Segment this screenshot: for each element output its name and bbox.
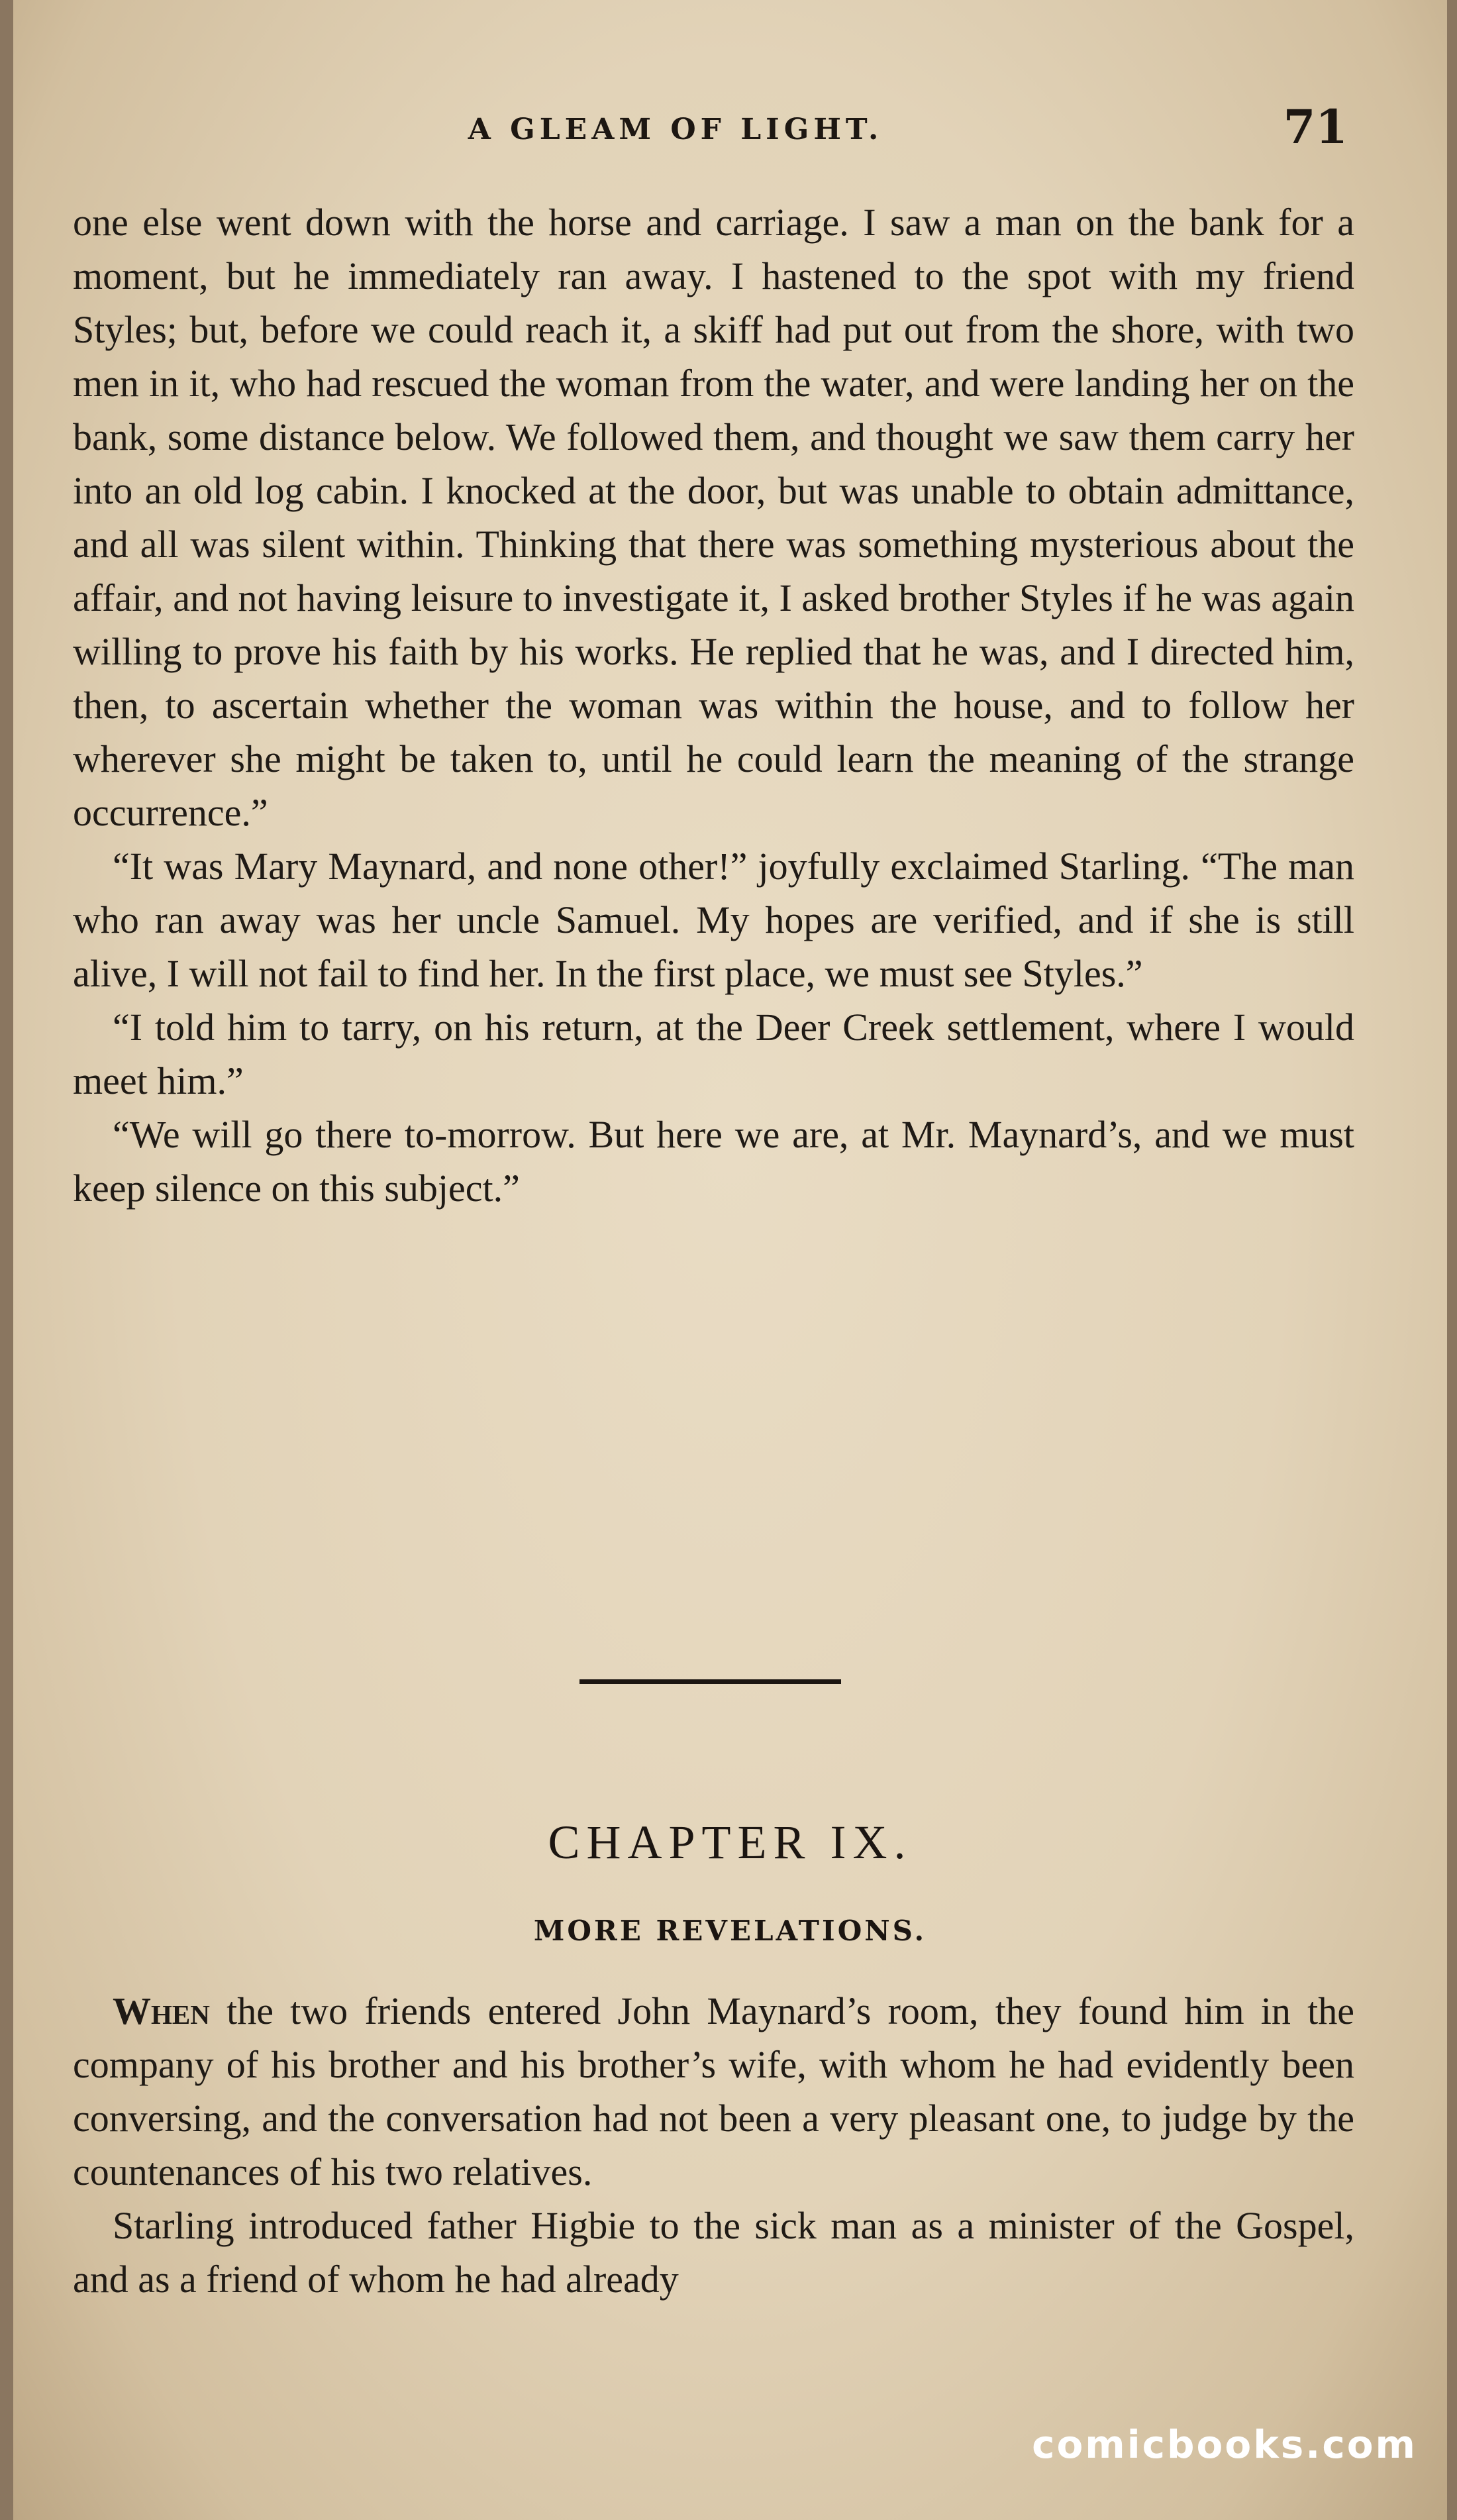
paragraph: “It was Mary Maynard, and none other!” joyfully exclaimed Starling. “The man who ran away was her uncle Samuel. My hopes are verified, and if she is still alive, I will not fail to find her. In the first place, we must see Styles.” xyxy=(73,845,1354,995)
chapter-subtitle: MORE REVELATIONS. xyxy=(533,1915,927,1947)
page-number: 71 xyxy=(1283,99,1348,154)
paragraph: Starling introduced father Higbie to the sick man as a minister of the Gospel, and as a friend of whom he had already xyxy=(73,2204,1354,2301)
paragraph-text: the two friends entered John Maynard’s room, they found him in the company of his brother and his brother’s wife, with whom he had evidently been conversing, and the conversation had not been a very pleasant one, to judge by the countenances of his two relatives. xyxy=(73,1989,1354,2193)
page-header xyxy=(13,99,1447,172)
chapter-title: CHAPTER IX. xyxy=(548,1816,913,1869)
watermark: comicbooks.com xyxy=(1032,2422,1417,2467)
section-divider-rule xyxy=(579,1679,841,1684)
drop-lead-word: When xyxy=(113,1989,210,2032)
chapter-opening-paragraph xyxy=(73,1984,1354,2199)
paragraph: “We will go there to-morrow. But here we are, at Mr. Maynard’s, and we must keep silence on this subject.” xyxy=(73,1113,1354,1210)
running-head: A GLEAM OF LIGHT. xyxy=(468,113,883,146)
chapter-text xyxy=(73,1984,1354,2306)
paragraph: “I told him to tarry, on his return, at the Deer Creek settlement, where I would meet him.” xyxy=(73,1006,1354,1102)
chapter-continuation-text xyxy=(73,195,1354,1215)
book-page xyxy=(13,0,1447,2520)
paragraph: one else went down with the horse and carriage. I saw a man on the bank for a moment, but he immediately ran away. I hastened to the spot with my friend Styles; but, before we could reach it, a skiff had put out from the shore, with two men in it, who had rescued the woman from the water, and were landing her on the bank, some distance below. We followed them, and thought we saw them carry her into an old log cabin. I knocked at the door, but was unable to obtain admittance, and all was silent within. Thinking that there was something mysterious about the affair, and not having leisure to investigate it, I asked brother Styles if he was again willing to prove his faith by his works. He replied that he was, and I directed him, then, to ascertain whether the woman was within the house, and to follow her wherever she might be taken to, until he could learn the meaning of the strange occurrence.” xyxy=(73,201,1354,834)
